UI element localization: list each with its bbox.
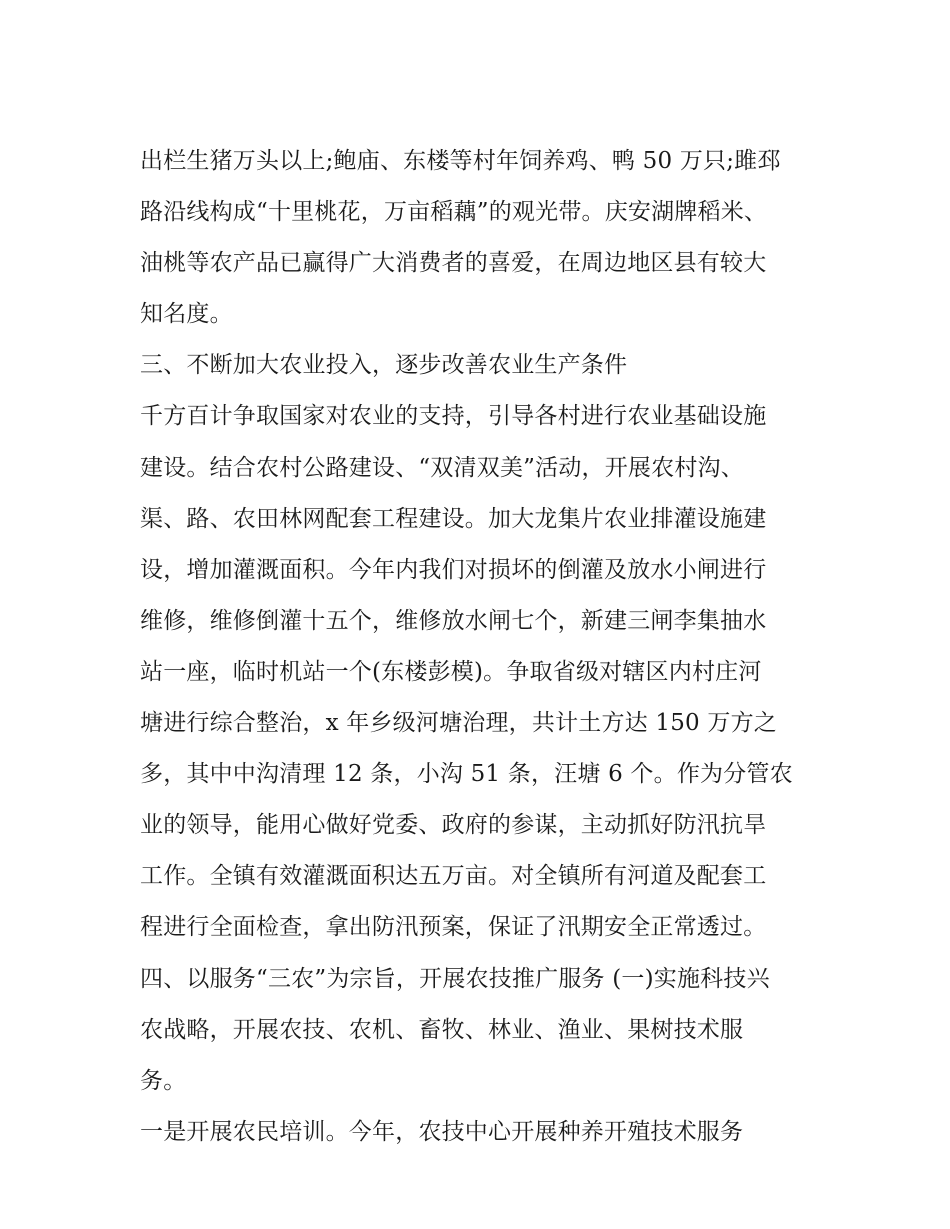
text-line: 塘进行综合整治，x 年乡级河塘治理，共计土方达 150 万方之 <box>140 710 778 737</box>
text-line: 出栏生猪万头以上;鲍庙、东楼等村年饲养鸡、鸭 50 万只;雎邳 <box>140 148 781 174</box>
section-heading: 三、不断加大农业投入，逐步改善农业生产条件 <box>140 352 628 379</box>
text-line: 千方百计争取国家对农业的支持，引导各村进行农业基础设施 <box>140 403 767 430</box>
text-line: 知名度。 <box>140 301 233 328</box>
text-line: 农战略，开展农技、农机、畜牧、林业、渔业、果树技术服 <box>140 1016 744 1043</box>
text-line: 渠、路、农田林网配套工程建设。加大龙集片农业排灌设施建 <box>140 505 767 532</box>
text-line: 多，其中中沟清理 12 条，小沟 51 条，汪塘 6 个。作为分管农 <box>140 761 793 788</box>
text-line: 设，增加灌溉面积。今年内我们对损坏的倒灌及放水小闸进行 <box>140 556 767 583</box>
text-line: 业的领导，能用心做好党委、政府的参谋，主动抓好防汛抗旱 <box>140 812 767 839</box>
text-line: 建设。结合农村公路建设、“双清双美”活动，开展农村沟、 <box>140 454 744 481</box>
text-line: 工作。全镇有效灌溉面积达五万亩。对全镇所有河道及配套工 <box>140 863 767 890</box>
text-line: 路沿线构成“十里桃花，万亩稻藕”的观光带。庆安湖牌稻米、 <box>140 199 768 226</box>
text-line: 务。 <box>140 1067 187 1094</box>
text-line: 维修，维修倒灌十五个，维修放水闸七个，新建三闸李集抽水 <box>140 607 767 634</box>
text-line: 程进行全面检查，拿出防汛预案，保证了汛期安全正常透过。 <box>140 914 767 941</box>
text-line: 一是开展农民培训。今年，农技中心开展种养开殖技术服务 <box>140 1118 744 1145</box>
text-line: 油桃等农产品已赢得广大消费者的喜爱，在周边地区县有较大 <box>140 250 767 277</box>
section-heading: 四、以服务“三农”为宗旨，开展农技推广服务 (一)实施科技兴 <box>140 965 770 992</box>
text-line: 站一座，临时机站一个(东楼彭模)。争取省级对辖区内村庄河 <box>140 658 762 685</box>
document-body <box>140 136 820 1158</box>
